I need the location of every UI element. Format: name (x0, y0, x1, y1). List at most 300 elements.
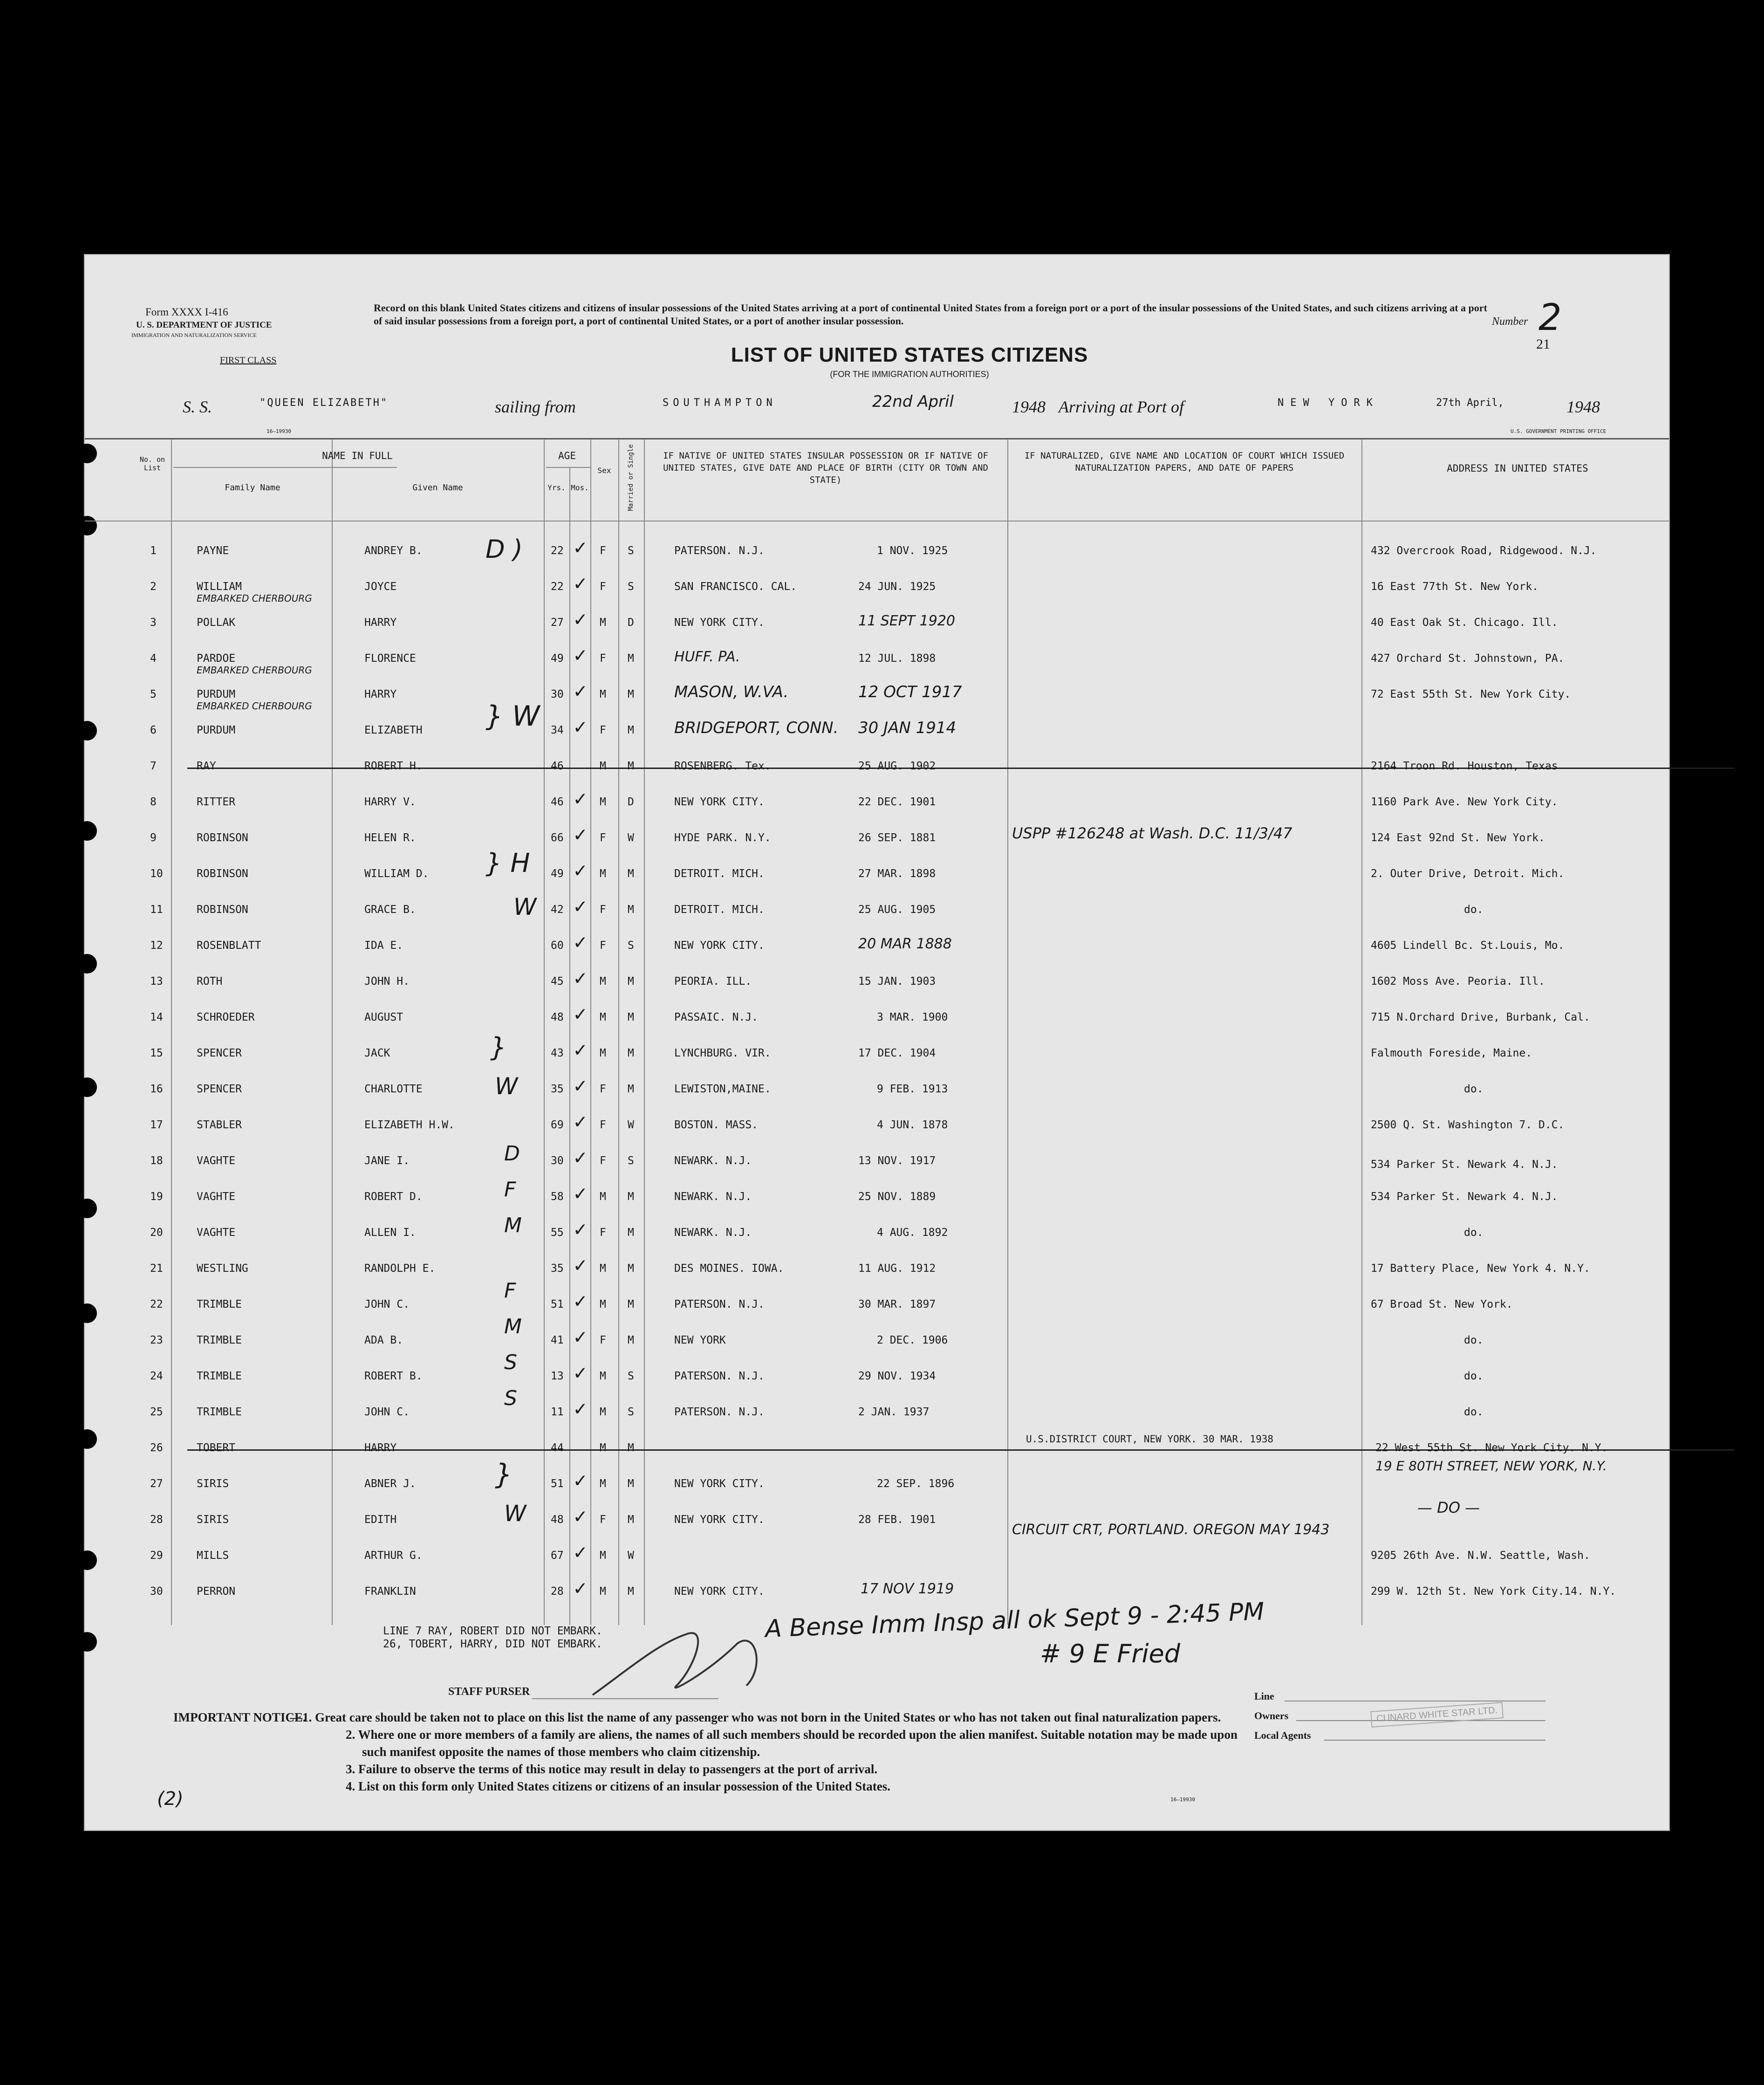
family-name: VAGHTE (197, 1155, 236, 1167)
check-mark-icon: ✓ (574, 1145, 587, 1169)
marital-status: M (628, 1047, 634, 1059)
marital-status: M (628, 1191, 634, 1203)
row-number: 5 (150, 688, 157, 700)
marital-status: M (628, 1262, 634, 1275)
age-years: 27 (551, 617, 564, 629)
birth-date: 25 NOV. 1889 (858, 1191, 936, 1203)
header-address: ADDRESS IN UNITED STATES (1447, 463, 1588, 474)
family-name: SPENCER (197, 1083, 242, 1095)
sex: F (600, 940, 606, 952)
check-mark-icon: ✓ (574, 1504, 587, 1528)
sex: M (600, 1047, 606, 1059)
birth-place: NEW YORK CITY. (674, 1585, 765, 1598)
row-number: 14 (150, 1011, 163, 1023)
birth-date: 2 JAN. 1937 (858, 1406, 930, 1418)
binder-hole (77, 444, 97, 463)
table-row (85, 1499, 1669, 1539)
age-years: 51 (551, 1478, 564, 1490)
port-from: SOUTHAMPTON (663, 397, 777, 409)
department: U. S. DEPARTMENT OF JUSTICE (136, 320, 272, 330)
age-years: 30 (551, 1155, 564, 1167)
age-years: 46 (551, 796, 564, 808)
name-subheader-rule (173, 467, 397, 468)
address: 40 East Oak St. Chicago. Ill. (1371, 617, 1558, 629)
sex: F (600, 545, 606, 557)
age-years: 60 (551, 940, 564, 952)
birth-place: NEWARK. N.J. (674, 1191, 752, 1203)
check-mark-icon: ✓ (574, 1576, 587, 1600)
birth-date: 29 NOV. 1934 (858, 1370, 936, 1382)
age-years: 30 (551, 688, 564, 700)
sex: M (600, 1011, 606, 1023)
given-name: RANDOLPH E. (364, 1262, 436, 1275)
table-row (85, 848, 1669, 893)
naturalization-note: CIRCUIT CRT, PORTLAND. OREGON MAY 1943 (1012, 1522, 1330, 1538)
line-label: Line (1254, 1690, 1274, 1702)
sex: F (600, 832, 606, 844)
birth-date: 4 AUG. 1892 (877, 1227, 948, 1239)
birth-date: 4 JUN. 1878 (877, 1119, 948, 1131)
ss-label: S. S. (183, 398, 212, 416)
binder-hole (77, 1632, 97, 1652)
table-row (85, 822, 1669, 857)
address: Falmouth Foreside, Maine. (1371, 1047, 1532, 1059)
marital-status: M (628, 868, 634, 880)
table-row (85, 606, 1669, 642)
row-number: 29 (150, 1550, 163, 1562)
birth-place: PATERSON. N.J. (674, 1298, 765, 1310)
family-name: TOBERT (197, 1442, 236, 1454)
address: 2. Outer Drive, Detroit. Mich. (1371, 868, 1565, 880)
row-number: 30 (150, 1585, 163, 1598)
sex: M (600, 1478, 606, 1490)
age-years: 11 (551, 1406, 564, 1418)
marital-status: W (628, 1550, 634, 1562)
address: — DO — (1417, 1499, 1480, 1516)
check-mark-icon: ✓ (574, 1397, 587, 1420)
relation-note: W (504, 1501, 526, 1527)
marital-status: S (628, 1155, 634, 1167)
sex: F (600, 652, 606, 665)
marital-status: S (628, 1370, 634, 1382)
birth-place: NEWARK. N.J. (674, 1155, 752, 1167)
sex: M (600, 975, 606, 988)
birth-place: SAN FRANCISCO. CAL. (674, 581, 797, 593)
age-years: 48 (551, 1011, 564, 1023)
table-row (85, 678, 1669, 714)
given-name: ELIZABETH (364, 724, 423, 736)
owners-label: Owners (1254, 1710, 1289, 1721)
address: 2500 Q. St. Washington 7. D.C. (1371, 1119, 1565, 1131)
table-row (85, 1073, 1669, 1109)
address: 534 Parker St. Newark 4. N.J. (1371, 1191, 1558, 1203)
table-row (85, 1252, 1669, 1288)
family-name: PAYNE (197, 545, 229, 557)
address: 9205 26th Ave. N.W. Seattle, Wash. (1371, 1550, 1590, 1562)
marital-status: M (628, 760, 634, 772)
address: 17 Battery Place, New York 4. N.Y. (1371, 1262, 1590, 1275)
marital-status: S (628, 940, 634, 952)
check-mark-icon: ✓ (574, 535, 587, 559)
family-name: VAGHTE (197, 1227, 236, 1239)
sex: M (600, 617, 606, 629)
birth-date: 17 DEC. 1904 (858, 1047, 936, 1059)
family-name: SPENCER (197, 1047, 242, 1059)
sex: M (600, 1442, 606, 1454)
given-name: HELEN R. (364, 832, 416, 844)
birth-date: 26 SEP. 1881 (858, 832, 936, 844)
marital-status: M (628, 1585, 634, 1598)
given-name: ROBERT D. (364, 1191, 423, 1203)
row-number: 10 (150, 868, 163, 880)
row-number: 27 (150, 1478, 163, 1490)
header-naturalized: IF NATURALIZED, GIVE NAME AND LOCATION OF COURT WHICH ISSUED NATURALIZATION PAPERS, AND DATE OF PAPERS (1024, 451, 1345, 473)
birth-date: 13 NOV. 1917 (858, 1155, 936, 1167)
arriving-label: Arriving at Port of (1059, 398, 1184, 416)
birth-place: NEW YORK CITY. (674, 1514, 765, 1526)
birth-date: 11 SEPT 1920 (858, 613, 956, 629)
header-name-in-full: NAME IN FULL (322, 450, 393, 461)
family-name: PURDUM (197, 688, 236, 700)
birth-place: ROSENBERG. Tex. (674, 760, 771, 772)
birth-place: NEWARK. N.J. (674, 1227, 752, 1239)
family-name: RITTER (197, 796, 236, 808)
header-married: Married or Single (627, 444, 635, 511)
row-number: 4 (150, 652, 157, 665)
header-age: AGE (558, 450, 576, 461)
age-years: 49 (551, 652, 564, 665)
marital-status: W (628, 832, 634, 844)
table-row (85, 929, 1669, 965)
date-arrived: 27th April, (1436, 397, 1504, 409)
row-number: 19 (150, 1191, 163, 1203)
table-row (85, 965, 1669, 1001)
header-given-name: Given Name (412, 483, 463, 493)
birth-date: 22 DEC. 1901 (858, 796, 936, 808)
relation-note: M (504, 1315, 522, 1338)
birth-date: 25 AUG. 1905 (858, 904, 936, 916)
address: 1602 Moss Ave. Peoria. Ill. (1371, 975, 1545, 988)
row-number: 25 (150, 1406, 163, 1418)
sex: F (600, 1334, 606, 1346)
family-name: SIRIS (197, 1478, 229, 1490)
embarked-note: EMBARKED CHERBOURG (197, 593, 312, 604)
header-mos: Mos. (571, 483, 589, 492)
age-years: 35 (551, 1262, 564, 1275)
class-label: FIRST CLASS (220, 355, 277, 365)
family-name: TRIMBLE (197, 1334, 242, 1346)
marital-status: M (628, 724, 634, 736)
agent-stamp: CUNARD WHITE STAR LTD. (1370, 1702, 1504, 1728)
birth-date: 12 JUL. 1898 (858, 652, 936, 665)
birth-place: BOSTON. MASS. (674, 1119, 759, 1131)
address: 4605 Lindell Bc. St.Louis, Mo. (1371, 940, 1565, 952)
printer-code: 16—19930 (267, 428, 291, 434)
header-yrs: Yrs. (547, 483, 566, 492)
address: 1160 Park Ave. New York City. (1371, 796, 1558, 808)
marital-status: M (628, 1334, 634, 1346)
age-years: 28 (551, 1585, 564, 1598)
birth-place: DETROIT. MICH. (674, 868, 765, 880)
row-number: 22 (150, 1298, 163, 1310)
table-row (85, 1351, 1669, 1396)
marital-status: M (628, 1478, 634, 1490)
bottom-code: 16—19930 (1170, 1797, 1195, 1803)
marital-status: S (628, 1406, 634, 1418)
check-mark-icon: ✓ (574, 715, 587, 739)
marital-status: M (628, 1298, 634, 1310)
relation-note: } (495, 1458, 513, 1491)
marital-status: M (628, 975, 634, 988)
year-arrived: 1948 (1566, 398, 1600, 416)
birth-place: PATERSON. N.J. (674, 1406, 765, 1418)
relation-note: } H (485, 848, 530, 878)
inspector-note: A Bense Imm Insp all ok Sept 9 - 2:45 PM (765, 1598, 1265, 1643)
birth-date: 17 NOV 1919 (861, 1581, 954, 1597)
sex: F (600, 724, 606, 736)
row-number: 17 (150, 1119, 163, 1131)
given-name: JOHN C. (364, 1298, 410, 1310)
staff-purser-label: STAFF PURSER (448, 1686, 530, 1698)
given-name: JANE I. (364, 1155, 410, 1167)
manifest-page (84, 254, 1670, 1831)
marital-status: S (628, 581, 634, 593)
sex: M (600, 1262, 606, 1275)
address: 19 E 80TH STREET, NEW YORK, N.Y. (1375, 1458, 1607, 1474)
row-number: 1 (150, 545, 157, 557)
birth-place: HYDE PARK. N.Y. (674, 832, 771, 844)
given-name: HARRY (364, 617, 397, 629)
purser-signature (588, 1616, 821, 1709)
header-family-name: Family Name (225, 483, 280, 493)
row-number: 18 (150, 1155, 163, 1167)
address: 427 Orchard St. Johnstown, PA. (1371, 652, 1565, 665)
sex: M (600, 1406, 606, 1418)
birth-date: 3 MAR. 1900 (877, 1011, 948, 1023)
marital-status: M (628, 1514, 634, 1526)
birth-date: 25 AUG. 1902 (858, 760, 936, 772)
number-label: Number (1492, 315, 1528, 328)
notice-item: such manifest opposite the names of those members who claim citizenship. (362, 1745, 760, 1759)
address: 22 West 55th St. New York City. N.Y. (1375, 1442, 1608, 1454)
given-name: GRACE B. (364, 904, 416, 916)
check-mark-icon: ✓ (574, 607, 587, 631)
check-mark-icon: ✓ (574, 571, 587, 595)
table-row (85, 750, 1669, 786)
birth-place: NEW YORK CITY. (674, 796, 765, 808)
birth-place: NEW YORK CITY. (674, 940, 765, 952)
check-mark-icon: ✓ (574, 1217, 587, 1241)
row-number: 8 (150, 796, 157, 808)
age-years: 48 (551, 1514, 564, 1526)
birth-place: HUFF. PA. (674, 649, 740, 665)
age-years: 44 (551, 1442, 564, 1454)
address: 299 W. 12th St. New York City.14. N.Y. (1371, 1585, 1616, 1598)
birth-date: 1 NOV. 1925 (877, 545, 948, 557)
birth-date: 30 JAN 1914 (858, 719, 957, 737)
age-years: 45 (551, 975, 564, 988)
family-name: TRIMBLE (197, 1298, 242, 1310)
family-name: ROSENBLATT (197, 940, 261, 952)
check-mark-icon: ✓ (574, 966, 587, 990)
table-row (85, 642, 1669, 678)
check-mark-icon: ✓ (574, 1325, 587, 1349)
birth-place: MASON, W.VA. (674, 683, 789, 701)
row-number: 3 (150, 617, 157, 629)
relation-note: } (490, 1032, 507, 1063)
family-name: PURDUM (197, 724, 236, 736)
table-row (85, 1180, 1669, 1216)
check-mark-icon: ✓ (574, 1253, 587, 1277)
given-name: ADA B. (364, 1334, 403, 1346)
table-row (85, 1315, 1669, 1360)
sex: M (600, 796, 606, 808)
table-row (85, 1142, 1669, 1180)
birth-date: 24 JUN. 1925 (858, 581, 936, 593)
address: do. (1464, 1334, 1484, 1346)
sex: M (600, 1585, 606, 1598)
embarked-note: EMBARKED CHERBOURG (197, 700, 312, 712)
relation-note: W (513, 893, 537, 920)
age-years: 34 (551, 724, 564, 736)
family-name: SCHROEDER (197, 1011, 255, 1023)
address: do. (1464, 904, 1484, 916)
age-years: 43 (551, 1047, 564, 1059)
local-agents-label: Local Agents (1254, 1729, 1311, 1741)
given-name: ALLEN I. (364, 1227, 416, 1239)
age-years: 35 (551, 1083, 564, 1095)
age-years: 58 (551, 1191, 564, 1203)
given-name: ROBERT B. (364, 1370, 423, 1382)
birth-place: LEWISTON,MAINE. (674, 1083, 771, 1095)
birth-place: NEW YORK (674, 1334, 726, 1346)
sex: M (600, 760, 606, 772)
inspector-note: # 9 E Fried (1040, 1639, 1180, 1668)
address: 715 N.Orchard Drive, Burbank, Cal. (1371, 1011, 1590, 1023)
sex: F (600, 581, 606, 593)
table-top-rule (85, 438, 1669, 439)
row-number: 16 (150, 1083, 163, 1095)
relation-note: W (495, 1073, 518, 1100)
given-name: ELIZABETH H.W. (364, 1119, 455, 1131)
age-years: 41 (551, 1334, 564, 1346)
given-name: JOYCE (364, 581, 397, 593)
address: 2164 Troon Rd. Houston, Texas (1371, 760, 1558, 772)
birth-date: 9 FEB. 1913 (877, 1083, 948, 1095)
family-name: WILLIAM (197, 581, 242, 593)
given-name: WILLIAM D. (364, 868, 429, 880)
family-name: STABLER (197, 1119, 242, 1131)
given-name: JACK (364, 1047, 390, 1059)
marital-status: M (628, 904, 634, 916)
row-number: 13 (150, 975, 163, 988)
check-mark-icon: ✓ (574, 787, 587, 810)
given-name: IDA E. (364, 940, 403, 952)
table-row (85, 1575, 1669, 1611)
birth-date: 15 JAN. 1903 (858, 975, 936, 988)
marital-status: D (628, 617, 634, 629)
birth-place: BRIDGEPORT, CONN. (674, 719, 839, 737)
table-row (85, 1032, 1669, 1073)
birth-place: PASSAIC. N.J. (674, 1011, 759, 1023)
marital-status: M (628, 652, 634, 665)
birth-date: 20 MAR 1888 (858, 936, 952, 952)
notice-item: 2. Where one or more members of a family are aliens, the names of all such members should be recorded upon the alien manifest. Suitable notation may be made upon (346, 1728, 1238, 1742)
service: IMMIGRATION AND NATURALIZATION SERVICE (131, 332, 257, 338)
row-number: 9 (150, 832, 157, 844)
check-mark-icon: ✓ (574, 858, 587, 882)
naturalization-note: USPP #126248 at Wash. D.C. 11/3/47 (1012, 824, 1292, 842)
header-birth: IF NATIVE OF UNITED STATES INSULAR POSSESSION OR IF NATIVE OF UNITED STATES, GIVE DATE AND PLACE OF BIRTH (CITY OR TOWN AND STATE) (663, 451, 988, 485)
check-mark-icon: ✓ (574, 1540, 587, 1564)
marital-status: S (628, 545, 634, 557)
row-number: 2 (150, 581, 157, 593)
address: 534 Parker St. Newark 4. N.J. (1371, 1159, 1558, 1171)
age-years: 13 (551, 1370, 564, 1382)
family-name: RAY (197, 760, 216, 772)
family-name: SIRIS (197, 1514, 229, 1526)
number-value: 2 (1538, 297, 1562, 339)
address: do. (1464, 1370, 1484, 1382)
relation-note: F (504, 1279, 516, 1303)
relation-note: F (504, 1178, 516, 1201)
table-row (85, 1109, 1669, 1145)
notice-item: —1. Great care should be taken not to place on this list the name of any passenger who was not born in the United States or who has not taken out final naturalization papers. (290, 1710, 1221, 1724)
year-sailed: 1948 (1012, 398, 1046, 416)
given-name: ANDREY B. (364, 545, 423, 557)
table-row (85, 535, 1669, 570)
check-mark-icon: ✓ (574, 930, 587, 954)
age-years: 69 (551, 1119, 564, 1131)
check-mark-icon: ✓ (574, 823, 587, 846)
family-name: WESTLING (197, 1262, 248, 1275)
relation-note: D (504, 1142, 520, 1166)
given-name: HARRY (364, 1442, 397, 1454)
embarked-note: EMBARKED CHERBOURG (197, 665, 312, 676)
family-name: VAGHTE (197, 1191, 236, 1203)
local-agents-rule (1324, 1740, 1545, 1741)
birth-date: 11 AUG. 1912 (858, 1262, 936, 1275)
birth-date: 12 OCT 1917 (858, 683, 962, 701)
header-sex: Sex (597, 466, 611, 475)
birth-date: 28 FEB. 1901 (858, 1514, 936, 1526)
check-mark-icon: ✓ (574, 1002, 587, 1026)
binder-hole (77, 516, 97, 535)
age-years: 66 (551, 832, 564, 844)
sex: F (600, 1119, 606, 1131)
table-row (85, 1001, 1669, 1037)
address: do. (1464, 1227, 1484, 1239)
notice-item: 4. List on this form only United States citizens or citizens of an insular possession of the United States. (346, 1779, 891, 1793)
birth-place: NEW YORK CITY. (674, 1478, 765, 1490)
family-name: PARDOE (197, 652, 236, 665)
naturalization-note: U.S.DISTRICT COURT, NEW YORK. 30 MAR. 1938 (1026, 1433, 1274, 1445)
marital-status: M (628, 1442, 634, 1454)
check-mark-icon: ✓ (574, 1468, 587, 1492)
check-mark-icon: ✓ (574, 679, 587, 703)
given-name: FLORENCE (364, 652, 416, 665)
relation-note: S (504, 1351, 517, 1374)
birth-place: DES MOINES. IOWA. (674, 1262, 784, 1275)
marital-status: W (628, 1119, 634, 1131)
header-no: No. on List (139, 455, 165, 472)
check-mark-icon: ✓ (574, 1110, 587, 1133)
check-mark-icon: ✓ (574, 1074, 587, 1097)
address: do. (1464, 1083, 1484, 1095)
age-years: 55 (551, 1227, 564, 1239)
given-name: EDITH (364, 1514, 397, 1526)
address: 432 Overcrook Road, Ridgewood. N.J. (1371, 545, 1597, 557)
